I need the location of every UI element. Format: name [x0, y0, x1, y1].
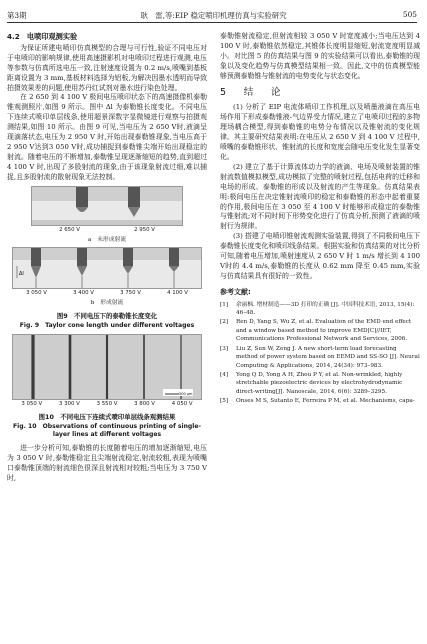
issue-number: 第3期	[7, 11, 27, 20]
figure-9a-photo	[31, 186, 183, 226]
reference-number: [4]	[220, 371, 229, 378]
reference-text: Onses M S, Sutanto E, Ferreira P M, et al. Mechanisms, capa-	[236, 398, 415, 405]
printed-lines-photo	[13, 335, 201, 399]
figure-9	[7, 186, 207, 331]
fig10-label: 3 300 V	[58, 401, 80, 408]
section-heading-5: 5 结 论	[220, 86, 285, 98]
conclusion-2: (2) 建立了基于计算流体动力学的液滴、电场及喷射装置的锥射流数值模拟模型,成功模拟了完整的喷射过程,包括电荷的迁移和电场的形成、泰勒锥的形成以及射流的产生等现象。仿真结果表明:极间电压在决定锥射流喷印的稳定和泰勒锥的形态中起着重要的作用,极间电压在 3 050 至 4 100 V 时能够形成稳定的泰勒锥与锥射流;对不同时间下形势变化进行了仿真分析,预测了液滴的喷射行为规律。	[220, 162, 420, 231]
reference-item	[220, 397, 420, 405]
reference-number: [5]	[220, 398, 229, 405]
references-heading: 参考文献:	[220, 287, 251, 296]
fig10-label: 3 800 V	[134, 401, 155, 408]
paragraph: 进一步分析可知,泰勒锥的长度随着电压的增加逐渐缩短,电压为 3 050 V 时,泰勒锥稳定且尖端射流稳定,射流较粗,表现为喷嘴口泰勒锥顶端的射流细色很深且射流相对较粗;当电压为 3 750 V 时,	[7, 443, 207, 482]
nozzle-photo-a	[32, 187, 182, 225]
reference-text: Ren D, Yang S, Wu Z, et al. Evaluation of the EMD end effect and a window based method to improve EMD[C]//IET, Communications Professional Network and Services, 2006.	[236, 319, 412, 343]
fig9b-label: 4 100 V	[167, 290, 188, 297]
reference-item	[220, 345, 420, 370]
reference-item	[220, 301, 420, 318]
fig10-label: 4 050 V	[171, 401, 193, 408]
paragraph: 泰勒锥射流稳定,但射流相较 3 050 V 时宽度减小;当电压达到 4 100 V 时,泰勒锥依然稳定,其锥体长度明显缩短,射流宽度明显减小。对比图 5 的仿真结果与图 9 的实验结果可以看出,泰勒锥的现象以及变化趋势与仿真模型结果相一致。因此,文中的仿真模型能够预测泰勒锥与锥射流的电势变化与状态变化。	[220, 32, 420, 80]
figure-10	[7, 334, 207, 439]
reference-number: [2]	[220, 319, 229, 326]
reference-number: [3]	[220, 345, 229, 352]
running-title: 耿 雷,等:EIP 稳定喷印机理仿真与实验研究	[140, 11, 287, 20]
fig9-caption-en: Fig. 9 Taylor cone length under different voltages	[19, 322, 195, 330]
reference-number: [1]	[220, 301, 229, 308]
right-column	[220, 32, 420, 407]
reference-text: 余丽枫. 增材制造——3D 打印的正确 [J]. 中国科技术语, 2013, 15(4): 46–48.	[236, 301, 415, 317]
reference-text: Yong Q D, Yong A H, Zhou P Y, et al. Non-wrinkled, highly stretchable piezoelectric devices by electrohydrodynamic direct-writing[J]. Nanoscale, 2014, 6(6): 3289–3295.	[236, 371, 403, 395]
figure-10-photo	[12, 334, 202, 400]
section-heading-4-2: 4.2 电喷印观测实验	[7, 32, 78, 41]
page-number: 505	[402, 10, 417, 19]
fig9a-label: 2 650 V	[59, 226, 80, 233]
nozzle-photo-b	[13, 248, 201, 288]
reference-item	[220, 371, 420, 396]
header-rule	[7, 22, 417, 23]
paragraph: 为保证所建电喷印仿真模型的合理与可行性,验证不同电压对于电喷印的影响规律,使用高速摄影机对电喷印过程进行观测,电压等参数与仿真所选电压一致,注射速度设置为 0.2 m/s,喷嘴到基板距离设置为 3 mm,基板材料选择为铝板,为解决因墨水透明而导致拍摄效果差的问题,使用苏丹红试剂对墨水进行染色处理。	[7, 43, 207, 92]
running-header	[0, 0, 427, 28]
fig10-caption-cn: 图10 不同电压下连续式喷印单层线条观测结果	[38, 413, 176, 422]
fig9a-subcaption: a 未形成射流	[87, 236, 127, 243]
figure-9b-photo	[12, 247, 202, 289]
reference-item	[220, 318, 420, 343]
reference-list	[220, 301, 420, 406]
scale-bar-label: 500 μm	[179, 392, 193, 397]
paragraph: 在 2 650 到 4 100 V 极间电压喷印状态下的高速摄像机泰勒锥观测照片,如图 9 所示。图中 Δl 为泰勒锥长度变化。不同电压下连续式喷印单层线条,使用超景深数字显微镜进行观察与拍摄观测结果,如图 10 所示。由图 9 可见,当电压为 2 650 V时,液滴呈现滴落状态,电压为 2 950 V 时,开始出现泰勒锥现象,当电压高于2 950 V达到3 050 V时,成功捕捉到泰勒锥尖端开始出现稳定的射流。随着电压的不断增加,泰勒锥呈现逐渐缩短的趋势,直到超过 4 100 V 时,出现了多股射流的现象,由于该现象射流过细,难以捕捉,且多股射流的散射现象无法控制。	[7, 93, 207, 181]
fig9-caption-cn: 图9 不同电压下的泰勒锥长度变化	[56, 312, 158, 321]
fig9b-label: 3 750 V	[120, 290, 141, 297]
fig9b-subcaption: b 形成射流	[90, 300, 124, 307]
conclusion-1: (1) 分析了 EIP 电流体喷印工作机理,以及喷墨液滴在高压电场作用下形成泰勒锥液-气边界受力情况,建立了电喷印过程的多物理场耦合模型,得到泰勒锥的电势分布情况以及锥射流的变化规律。其主要研究结果表明:在电压从 2 650 V 到 4 100 V 过程中,喷嘴的泰勒锥形状、锥射流的长度和宽度会随电压变化发生显著变化。	[220, 103, 420, 161]
left-column	[7, 32, 207, 484]
fig9a-label: 2 950 V	[134, 226, 155, 233]
fig9b-label: 3 050 V	[26, 290, 47, 297]
fig9b-label: 3 400 V	[73, 290, 94, 297]
reference-text: Liu Z, Sun W, Zeng J. A new short-term load forecasting method of power system based on EEMD and SS-SO [J]. Neural Computing & Applications, 2014, 24(34): 973–983.	[236, 345, 420, 369]
delta-l-label: Δl	[19, 271, 24, 278]
fig10-label: 3 550 V	[96, 401, 118, 408]
fig10-caption-en: Fig. 10 Observations of continuous printing of single-layer lines at different voltages	[12, 422, 202, 438]
conclusion-3: (3) 搭建了电喷印锥射流观测实验装置,得到了不同极间电压下泰勒锥长度变化和喷印线条结果。根据实验和仿真结果的对比分析可知,随着电压增加,喷射速度从 2 650 V 时 1 m/s 增长到 4 100 V时的 4.4 m/s,泰勒锥的长度从 0.62 mm 降至 0.45 mm,实验与仿真结果具有很好的一致性。	[220, 232, 420, 280]
fig10-label: 3 050 V	[21, 401, 43, 408]
